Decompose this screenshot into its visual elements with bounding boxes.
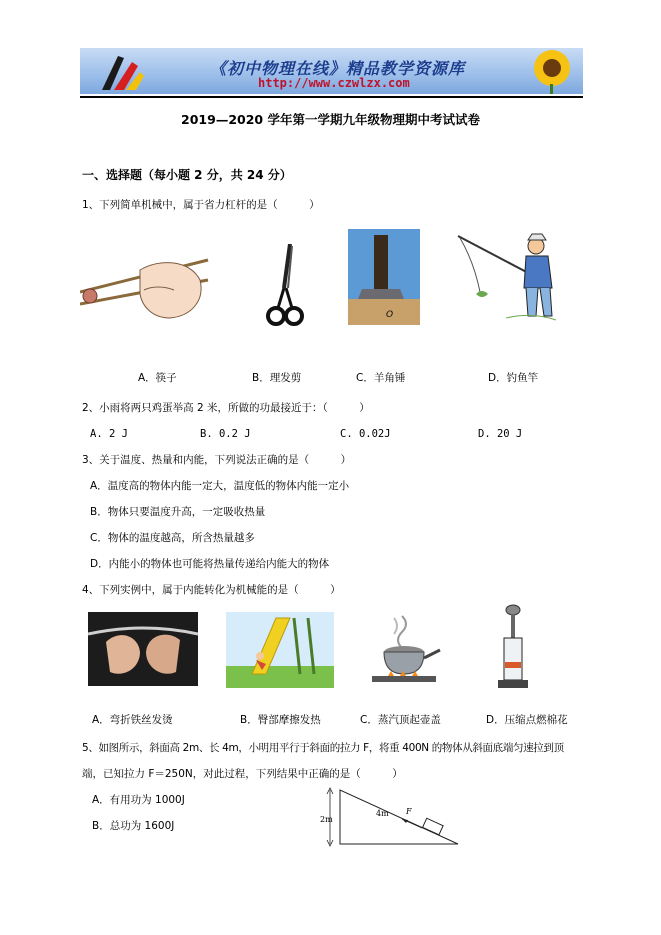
question-3-option-b: B．物体只要温度升高，一定吸收热量 [90, 506, 266, 518]
fishing-rod-image [456, 232, 558, 324]
force-label: F [406, 807, 412, 816]
incline-diagram [318, 786, 464, 850]
question-5-option-b: B．总功为 1600J [92, 820, 175, 832]
question-1-option-b: B．理发剪 [252, 372, 302, 384]
question-2-option-c: C. 0.02J [340, 428, 391, 440]
question-3-option-c: C．物体的温度越高，所含热量越多 [90, 532, 255, 544]
chopsticks-image [80, 250, 210, 330]
compression-cylinder-image [494, 602, 532, 692]
question-4-option-d: D．压缩点燃棉花 [486, 714, 568, 726]
question-1-option-d: D．钓鱼竿 [488, 372, 539, 384]
question-4-option-c: C．蒸汽顶起壶盖 [360, 714, 441, 726]
banner-title: 《初中物理在线》精品教学资源库 [210, 59, 466, 78]
question-2-option-b: B. 0.2 J [200, 428, 251, 440]
document-title: 2019—2020 学年第一学期九年级物理期中考试试卷 [181, 112, 480, 127]
question-5-stem-line-1: 5、如图所示，斜面高 2m、长 4m，小明用平行于斜面的拉力 F，将重 400N 的物体从斜面底端匀速拉到顶 [82, 742, 564, 754]
slide-image [226, 612, 334, 688]
claw-hammer-image [348, 229, 420, 325]
question-4-stem: 4、下列实例中，属于内能转化为机械能的是（ ） [82, 584, 341, 596]
question-2-stem: 2、小雨将两只鸡蛋举高 2 米，所做的功最接近于：（ ） [82, 402, 370, 414]
scissors-image [262, 244, 312, 330]
question-3-option-d: D．内能小的物体也可能将热量传递给内能大的物体 [90, 558, 330, 570]
question-2-option-d: D. 20 J [478, 428, 523, 440]
bending-wire-image [88, 612, 198, 686]
incline-height-label: 2m [320, 815, 333, 824]
question-1-stem: 1、下列简单机械中，属于省力杠杆的是（ ） [82, 199, 320, 211]
section-heading: 一、选择题（每小题 2 分，共 24 分） [82, 168, 292, 182]
question-4-option-b: B．臀部摩擦发热 [240, 714, 321, 726]
question-2-option-a: A. 2 J [90, 428, 128, 440]
hammer-pivot-label: O [386, 310, 394, 320]
kettle-image [354, 612, 450, 686]
banner-url: http://www.czwlzx.com [258, 76, 410, 90]
logo-icon [102, 56, 144, 90]
question-5-option-a: A．有用功为 1000J [92, 794, 185, 806]
header-divider [80, 96, 583, 98]
incline-length-label: 4m [376, 809, 389, 818]
question-5-stem-line-2: 端，已知拉力 F＝250N，对此过程，下列结果中正确的是（ ） [82, 768, 403, 780]
question-1-option-a: A．筷子 [138, 372, 177, 384]
question-3-stem: 3、关于温度、热量和内能，下列说法正确的是（ ） [82, 454, 352, 466]
question-4-option-a: A．弯折铁丝发烫 [92, 714, 173, 726]
sunflower-icon [534, 50, 570, 94]
question-3-option-a: A．温度高的物体内能一定大，温度低的物体内能一定小 [90, 480, 350, 492]
question-1-option-c: C．羊角锤 [356, 372, 406, 384]
